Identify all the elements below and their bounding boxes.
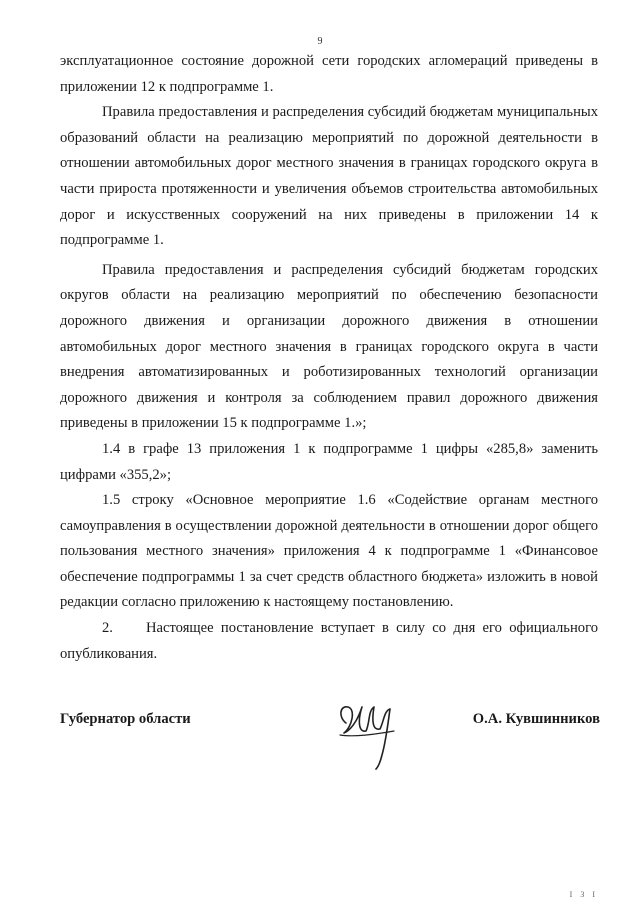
document-body — [60, 49, 598, 667]
item-2-number: 2. — [102, 620, 113, 637]
paragraph-item-1-4: 1.4 в графе 13 приложения 1 к подпрограмме 1 цифры «285,8» заменить цифрами «355,2»; — [60, 440, 598, 483]
signatory-name: О.А. Кувшинников — [472, 711, 600, 727]
page-number: 9 — [317, 36, 323, 47]
paragraph-subsidy-rules-14: Правила предоставления и распределения субсидий бюджетам муниципальных образований области на реализацию мероприятий по дорожной деятельности в отношении автомобильных дорог местного значения в границах городского округа в части прироста протяженности и увеличения объемов строительства автомобильных дорог и искусственных сооружений на них приведены в приложении 14 к подпрограмме 1. — [60, 104, 598, 249]
signatory-title: Губернатор области — [60, 711, 191, 727]
paragraph-continuation: эксплуатационное состояние дорожной сети городских агломераций приведены в приложении 12 к подпрограмме 1. — [60, 53, 598, 95]
paragraph-subsidy-rules-15: Правила предоставления и распределения субсидий бюджетам городских округов области на реализацию мероприятий по обеспечению безопасности дорожного движения и организации дорожного движения в отношении автомобильных дорог местного значения в границах городского округа в части внедрения автоматизированных и роботизированных технологий организации дорожного движения и контроля за соблюдением правил дорожного движения приведены в приложении 15 к подпрограмме 1.»; — [60, 261, 598, 432]
item-2-text: Настоящее постановление вступает в силу со дня его официального опубликования. — [60, 620, 598, 662]
handwritten-signature — [332, 693, 412, 773]
footer-mark: I 3 I — [569, 890, 598, 899]
paragraph-item-1-5: 1.5 строку «Основное мероприятие 1.6 «Содействие органам местного самоуправления в осуществлении дорожной деятельности в отношении дорог общего пользования местного значения» приложения 4 к подпрограмме 1 «Финансовое обеспечение подпрограммы 1 за счет средств областного бюджета» изложить в новой редакции согласно приложению к настоящему постановлению. — [60, 492, 598, 611]
signature-block — [60, 707, 600, 787]
paragraph-item-2 — [60, 616, 598, 667]
